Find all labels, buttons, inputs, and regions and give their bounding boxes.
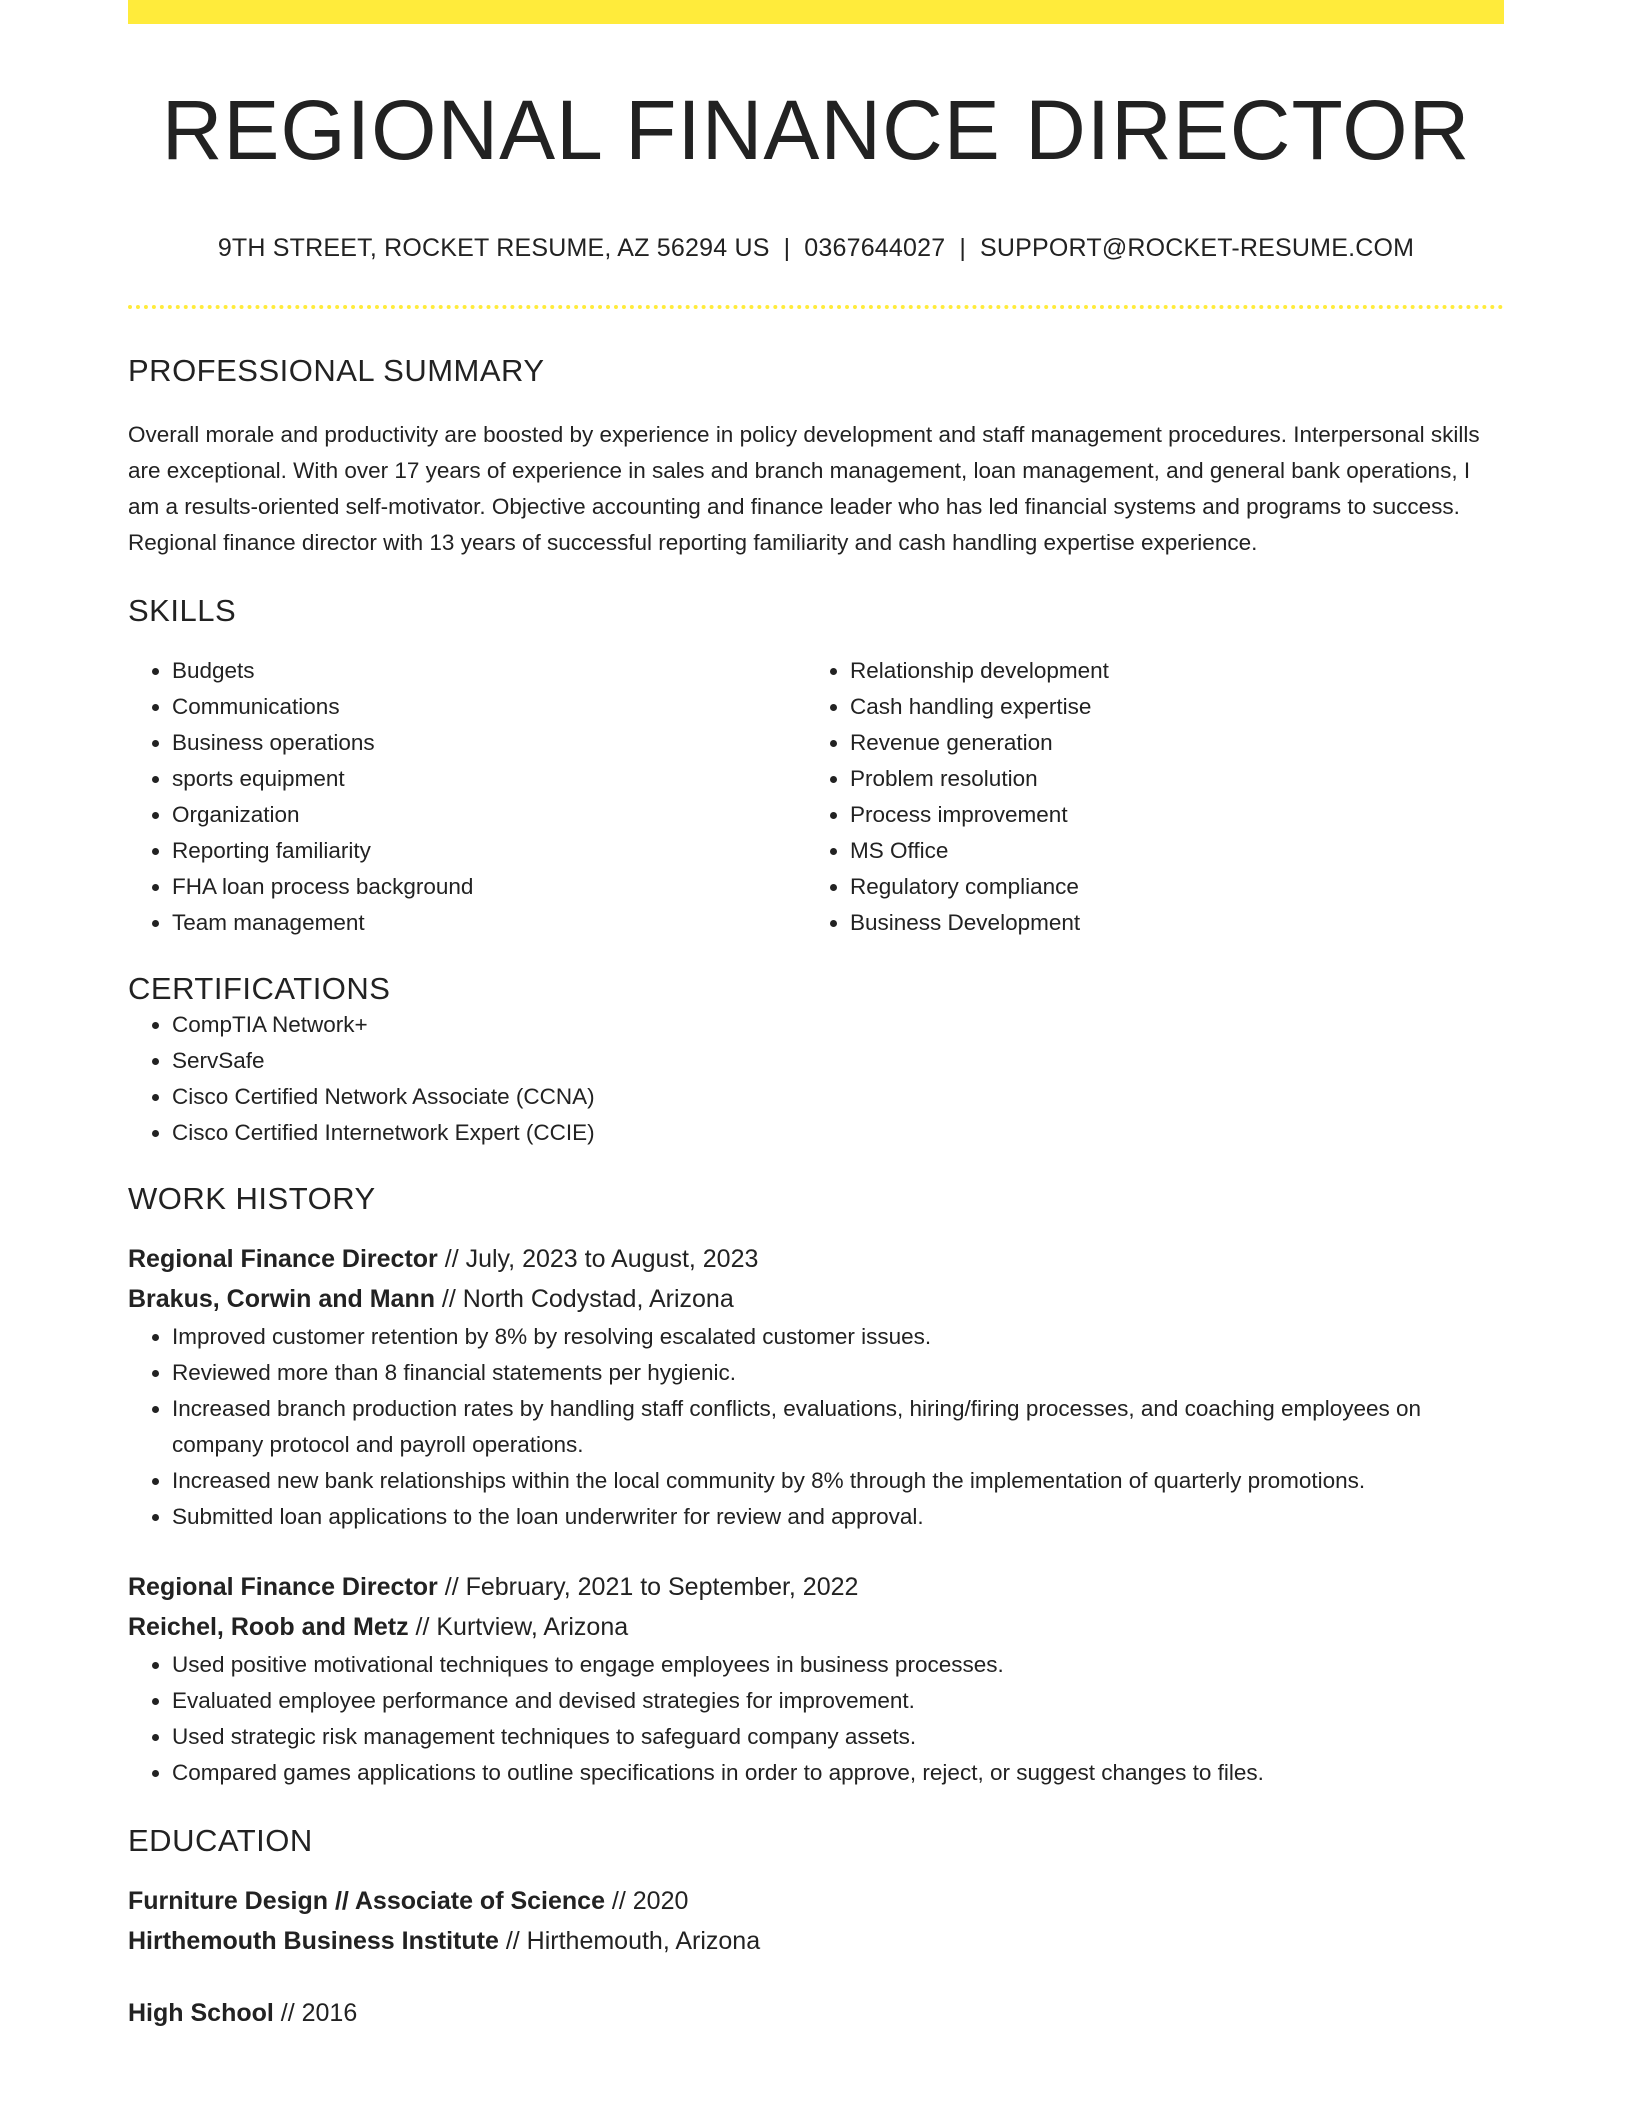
skill-item: • Revenue generation <box>850 725 1484 761</box>
accent-top-bar <box>128 0 1504 24</box>
job-entry <box>128 1567 1504 1791</box>
section-title-skills: SKILLS <box>128 593 237 629</box>
skill-item: • Business operations <box>172 725 806 761</box>
section-title-work-history: WORK HISTORY <box>128 1181 376 1217</box>
job-duty: • Reviewed more than 8 financial statements per hygienic. <box>172 1355 1504 1391</box>
education-location: // Hirthemouth, Arizona <box>498 1927 761 1956</box>
skill-item: • Communications <box>172 689 806 725</box>
job-duties-list <box>128 1647 1504 1791</box>
contact-phone: 0367644027 <box>804 234 946 263</box>
job-duty: • Improved customer retention by 8% by resolving escalated customer issues. <box>172 1319 1504 1355</box>
resume-page <box>128 0 1504 2033</box>
skill-item: • Regulatory compliance <box>850 869 1484 905</box>
job-duty: • Submitted loan applications to the loan underwriter for review and approval. <box>172 1499 1504 1535</box>
education-school: Hirthemouth Business Institute <box>128 1927 499 1956</box>
job-entry <box>128 1239 1504 1535</box>
job-duty: • Compared games applications to outline specifications in order to approve, reject, or suggest changes to files. <box>172 1755 1504 1791</box>
section-title-certifications: CERTIFICATIONS <box>128 971 391 1007</box>
skill-item: • Cash handling expertise <box>850 689 1484 725</box>
skills-column-right <box>806 653 1484 941</box>
skills-list-right <box>806 653 1484 941</box>
job-company: Brakus, Corwin and Mann <box>128 1285 435 1314</box>
job-duty: • Evaluated employee performance and devised strategies for improvement. <box>172 1683 1504 1719</box>
certification-item: • Cisco Certified Network Associate (CCNA) <box>172 1079 1504 1115</box>
education-year: // 2016 <box>273 1999 358 2028</box>
contact-separator: | <box>959 234 967 263</box>
job-duties-list <box>128 1319 1504 1535</box>
section-title-education: EDUCATION <box>128 1823 313 1859</box>
job-dates: // July, 2023 to August, 2023 <box>437 1245 759 1274</box>
skills-list-left <box>128 653 806 941</box>
skills-columns <box>128 653 1504 941</box>
education-degree: High School <box>128 1999 274 2028</box>
job-duty: • Used strategic risk management techniques to safeguard company assets. <box>172 1719 1504 1755</box>
education-entry <box>128 1993 1504 2033</box>
certification-item: • Cisco Certified Internetwork Expert (CCIE) <box>172 1115 1504 1151</box>
skill-item: • FHA loan process background <box>172 869 806 905</box>
education-degree-line <box>128 1993 1504 2033</box>
job-duty: • Increased new bank relationships within the local community by 8% through the implementation of quarterly promotions. <box>172 1463 1504 1499</box>
skills-column-left <box>128 653 806 941</box>
certification-item: • ServSafe <box>172 1043 1504 1079</box>
contact-line <box>128 234 1504 263</box>
job-duty: • Increased branch production rates by handling staff conflicts, evaluations, hiring/firing processes, and coaching employees on company protocol and payroll operations. <box>172 1391 1504 1463</box>
education-school-line <box>128 1921 1504 1961</box>
skill-item: • Organization <box>172 797 806 833</box>
contact-separator: | <box>783 234 791 263</box>
job-company-line <box>128 1607 1504 1647</box>
education-degree: Furniture Design // Associate of Science <box>128 1887 605 1916</box>
section-title-summary: PROFESSIONAL SUMMARY <box>128 353 545 389</box>
resume-title: REGIONAL FINANCE DIRECTOR <box>161 83 1471 177</box>
job-role-line <box>128 1567 1504 1607</box>
dotted-divider <box>128 305 1504 309</box>
certifications-list <box>128 1007 1504 1151</box>
job-location: // Kurtview, Arizona <box>408 1613 629 1642</box>
job-company-line <box>128 1279 1504 1319</box>
skill-item: • Budgets <box>172 653 806 689</box>
skill-item: • sports equipment <box>172 761 806 797</box>
summary-paragraph: Overall morale and productivity are boosted by experience in policy development and staff management procedures. Interpersonal skills are exceptional. With over 17 years of experience in sales and branch management, loan management, and general bank operations, I am a results-oriented self-motivator. Objective accounting and finance leader who has led financial systems and programs to success. Regional finance director with 13 years of successful reporting familiarity and cash handling expertise experience. <box>128 422 1480 556</box>
job-location: // North Codystad, Arizona <box>434 1285 734 1314</box>
job-role: Regional Finance Director <box>128 1573 438 1602</box>
job-role: Regional Finance Director <box>128 1245 438 1274</box>
skill-item: • Process improvement <box>850 797 1484 833</box>
certification-item: • CompTIA Network+ <box>172 1007 1504 1043</box>
job-company: Reichel, Roob and Metz <box>128 1613 409 1642</box>
education-degree-line <box>128 1881 1504 1921</box>
job-dates: // February, 2021 to September, 2022 <box>437 1573 859 1602</box>
education-year: // 2020 <box>604 1887 689 1916</box>
job-duty: • Used positive motivational techniques to engage employees in business processes. <box>172 1647 1504 1683</box>
education-entry <box>128 1881 1504 1961</box>
skill-item: • Reporting familiarity <box>172 833 806 869</box>
contact-address: 9TH STREET, ROCKET RESUME, AZ 56294 US <box>217 234 770 263</box>
job-role-line <box>128 1239 1504 1279</box>
contact-email: SUPPORT@ROCKET-RESUME.COM <box>980 234 1415 263</box>
skill-item: • Relationship development <box>850 653 1484 689</box>
skill-item: • Problem resolution <box>850 761 1484 797</box>
skill-item: • Team management <box>172 905 806 941</box>
skill-item: • Business Development <box>850 905 1484 941</box>
skill-item: • MS Office <box>850 833 1484 869</box>
